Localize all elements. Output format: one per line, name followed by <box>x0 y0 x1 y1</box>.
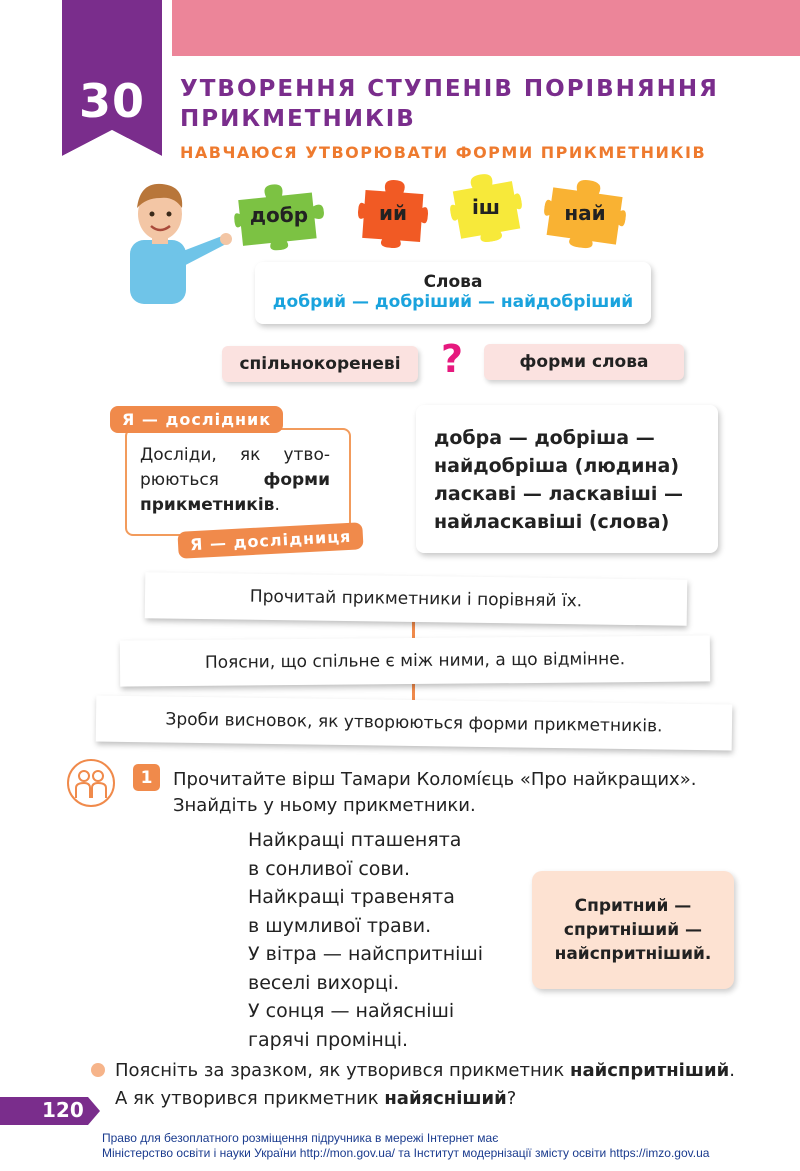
puzzle-label: добр <box>249 203 309 227</box>
title-line-1: УТВОРЕННЯ СТУПЕНІВ ПОРІВНЯННЯ <box>180 76 719 102</box>
bullet-part-1: Поясніть за зразком, як утворився прикметник <box>115 1060 571 1081</box>
boy-illustration <box>122 178 232 304</box>
explorer-text-end: . <box>274 495 280 515</box>
header-band <box>172 0 800 56</box>
choice-cognates: спільнокореневі <box>222 346 418 382</box>
bullet-dot-icon <box>91 1063 105 1077</box>
bullet-part-4: ? <box>506 1088 517 1109</box>
bullet-bold-1: найспритніший <box>570 1060 730 1081</box>
page-number: 120 <box>42 1098 84 1122</box>
task-1-text <box>173 767 783 819</box>
poem-line: У вітра — найспритніші <box>248 943 484 965</box>
step-3: Зроби висновок, як утворюються форми прикметників. <box>96 696 733 751</box>
step-1: Прочитай прикметники і порівняй їх. <box>145 572 688 626</box>
task-1-line-1: Прочитайте вірш Тамари Коломі́єць «Про найкращих». <box>173 769 697 790</box>
example-line-1: Спритний — <box>574 896 692 916</box>
explorer-tag-girl: Я — дослідниця <box>177 522 364 559</box>
task-1-line-2: Знайдіть у ньому прикметники. <box>173 795 476 816</box>
bullet-bold-2: найясніший <box>384 1088 507 1109</box>
forms-examples-text <box>434 424 714 536</box>
question-mark-icon: ? <box>441 337 464 381</box>
forms-line: добра — добріша — <box>434 427 655 449</box>
poem-line: в сонливої сови. <box>248 857 411 880</box>
title-line-2: ПРИКМЕТНИКІВ <box>180 106 416 132</box>
poem-line: Найкращі пташенята <box>248 829 462 851</box>
puzzle-label: іш <box>471 195 501 219</box>
footer-line-1: Право для безоплатного розміщення підручника в мережі Інтернет має <box>102 1131 499 1145</box>
words-card <box>255 262 651 324</box>
choice-word-forms: форми слова <box>484 344 684 380</box>
step-2: Поясни, що спільне є між ними, а що відмінне. <box>120 635 710 686</box>
words-card-example: добрий — добріший — найдобріший <box>272 292 634 312</box>
poem-line: веселі вихорці. <box>248 971 400 994</box>
footer-license <box>102 1131 792 1161</box>
puzzle-label: най <box>564 201 606 225</box>
poem-line: У сонця — найясніші <box>248 1000 455 1022</box>
task-number-badge: 1 <box>133 764 160 791</box>
pair-work-icon <box>66 758 116 808</box>
forms-line: найдобріша (людина) <box>434 455 680 477</box>
example-line-2: спритніший — <box>563 920 703 940</box>
puzzle-ish <box>450 172 522 242</box>
puzzle-dobr <box>234 180 324 250</box>
example-box <box>532 871 734 989</box>
bullet-question <box>115 1057 775 1113</box>
page-title <box>180 74 780 134</box>
footer-line-2: Міністерство освіти і науки України http://mon.gov.ua/ та Інститут модернізації змісту освіти https://imzo.gov.ua <box>102 1146 710 1160</box>
forms-line: найласкавіші (слова) <box>434 511 670 533</box>
poem-line: в шумливої трави. <box>248 914 432 937</box>
lesson-number: 30 <box>78 74 145 128</box>
explorer-tag-boy: Я — дослідник <box>110 406 283 433</box>
puzzle-label: ий <box>378 201 408 225</box>
poem-line: гарячі промінці. <box>248 1028 409 1051</box>
puzzle-iy <box>358 178 428 248</box>
forms-line: ласкаві — ласкавіші — <box>434 483 684 505</box>
explorer-text-bold: форми прикметників <box>140 470 330 515</box>
bullet-part-2: . <box>729 1060 735 1081</box>
puzzle-nai <box>544 178 626 248</box>
explorer-text <box>140 443 330 518</box>
example-line-3: найспритніший. <box>554 944 712 964</box>
bullet-part-3: А як утворився прикметник <box>115 1088 385 1109</box>
poem-line: Найкращі травенята <box>248 886 455 908</box>
explorer-text-plain: Досліди, як утво-рюються <box>140 445 330 490</box>
words-card-heading: Слова <box>423 272 483 292</box>
poem <box>248 826 483 1054</box>
page-subtitle: НАВЧАЮСЯ УТВОРЮВАТИ ФОРМИ ПРИКМЕТНИКІВ <box>180 143 707 162</box>
